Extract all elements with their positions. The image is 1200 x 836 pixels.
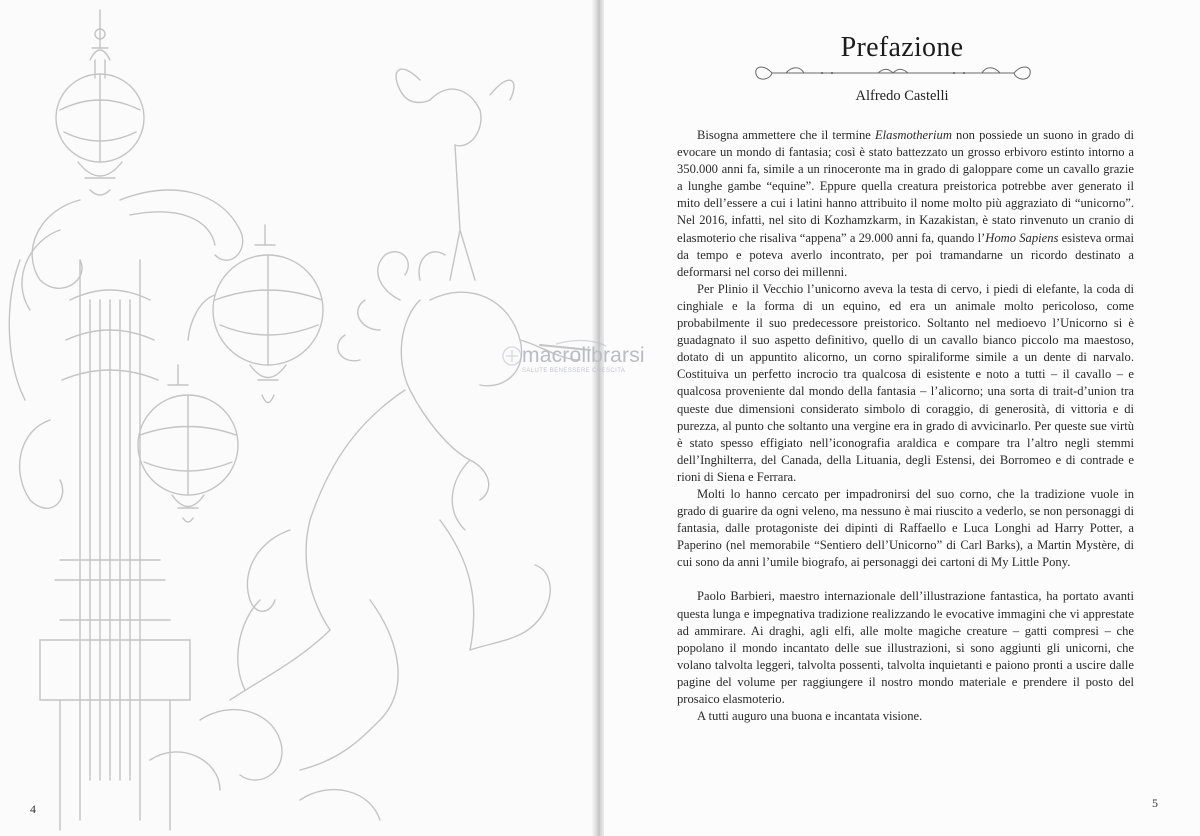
preface-body <box>677 127 1134 725</box>
paragraph-2: Per Plinio il Vecchio l’unicorno aveva la testa di cervo, i piedi di elefante, la coda di cinghiale e la forma di un equino, ed era un animale molto pericoloso, come probabilmente il suo predecessore preistorico. Soltanto nel medioevo l’Unicorno si è guadagnato il suo aspetto definitivo, quello di un cavallo bianco piccolo ma maestoso, dotato di un appuntito alicorno, un corno spiraliforme simile a un dente di narvalo. Costituiva un perfetto incrocio tra qualcosa di esistente e noto a tutti – il cavallo – e qualcosa proveniente dal mondo della fantasia – l’alicorno; una sorta di trait-d’union tra queste due dimensioni considerato simbolo di coraggio, di generosità, di vittoria e di purezza, al punto che soltanto una vergine era in grado di avvicinarlo. Per queste sue virtù è stato spesso effigiato nell’iconografia araldica e compare tra l’altro negli stemmi dell’Inghilterra, del Canada, della Lituania, degli Estensi, dei Borromeo e di contrade e rioni di Siena e Ferrara. <box>677 281 1134 484</box>
paragraph-1: Bisogna ammettere che il termine Elasmotherium non possiede un suono in grado di evocare un mondo di fantasia; così è stato battezzato un grosso erbivoro estinto intorno a 350.000 anni fa, simile a un rinoceronte ma in grado di galoppare come un cavallo grazie a lunghe gambe “equine”. Eppure quella creatura preistorica potrebbe aver generato il mito dell’essere a cui i latini hanno attribuito il nome molto più aggraziato di “unicorno”. Nel 2016, infatti, nel sito di Kozhamzkarm, in Kazakistan, è stato rinvenuto un cranio di elasmoterio che risaliva “appena” a 29.000 anni fa, quando l’Homo Sapiens esisteva ormai da tempo e poteva averlo incontrato, per poi tramandarne un ricordo destinato a deformarsi nel corso dei millenni. <box>677 128 1135 279</box>
paragraph-3: Molti lo hanno cercato per impadronirsi del suo corno, che la tradizione vuole in grado di guarire da ogni veleno, ma nessuno è mai riuscito a vederlo, se non personaggi di fantasia, dalle protagoniste dei dipinti di Raffaello e Luca Longhi ad Harry Potter, a Paperino (nel memorabile “Sentiero dell’Unicorno” di Carl Barks), a Martin Mystère, di cui sono da anni l’umile biografo, ai personaggi dei cartoni di My Little Pony. <box>677 486 1134 570</box>
title-flourish-ornament <box>752 60 1034 86</box>
author-name: Alfredo Castelli <box>855 88 949 104</box>
watermark-subtext: SALUTE BENESSERE CRESCITA <box>522 368 626 374</box>
paragraph-4: Paolo Barbieri, maestro internazionale dell’illustrazione fantastica, ha portato avanti questa lunga e impegnativa tradizione realizzando le evocative immagini che vi apprestate ad ammirare. Ai draghi, agli elfi, alle molte magiche creature – gatti compresi – che popolano il mondo incantato delle sue illustrazioni, si sono aggiunti gli unicorni, che volano talvolta leggeri, talvolta possenti, talvolta inquietanti e paiono pronti a uscire dalle pagine del volume per raggiungere il nostro mondo materiale e prendere il posto del prosaico elasmoterio. <box>677 589 1134 706</box>
paragraph-5: A tutti auguro una buona e incantata visione. <box>697 709 923 724</box>
right-page-number: 5 <box>1152 796 1158 810</box>
left-page-number: 4 <box>30 802 36 816</box>
watermark-text: macrolibrarsi <box>522 344 645 367</box>
chapter-title: Prefazione <box>840 32 964 63</box>
